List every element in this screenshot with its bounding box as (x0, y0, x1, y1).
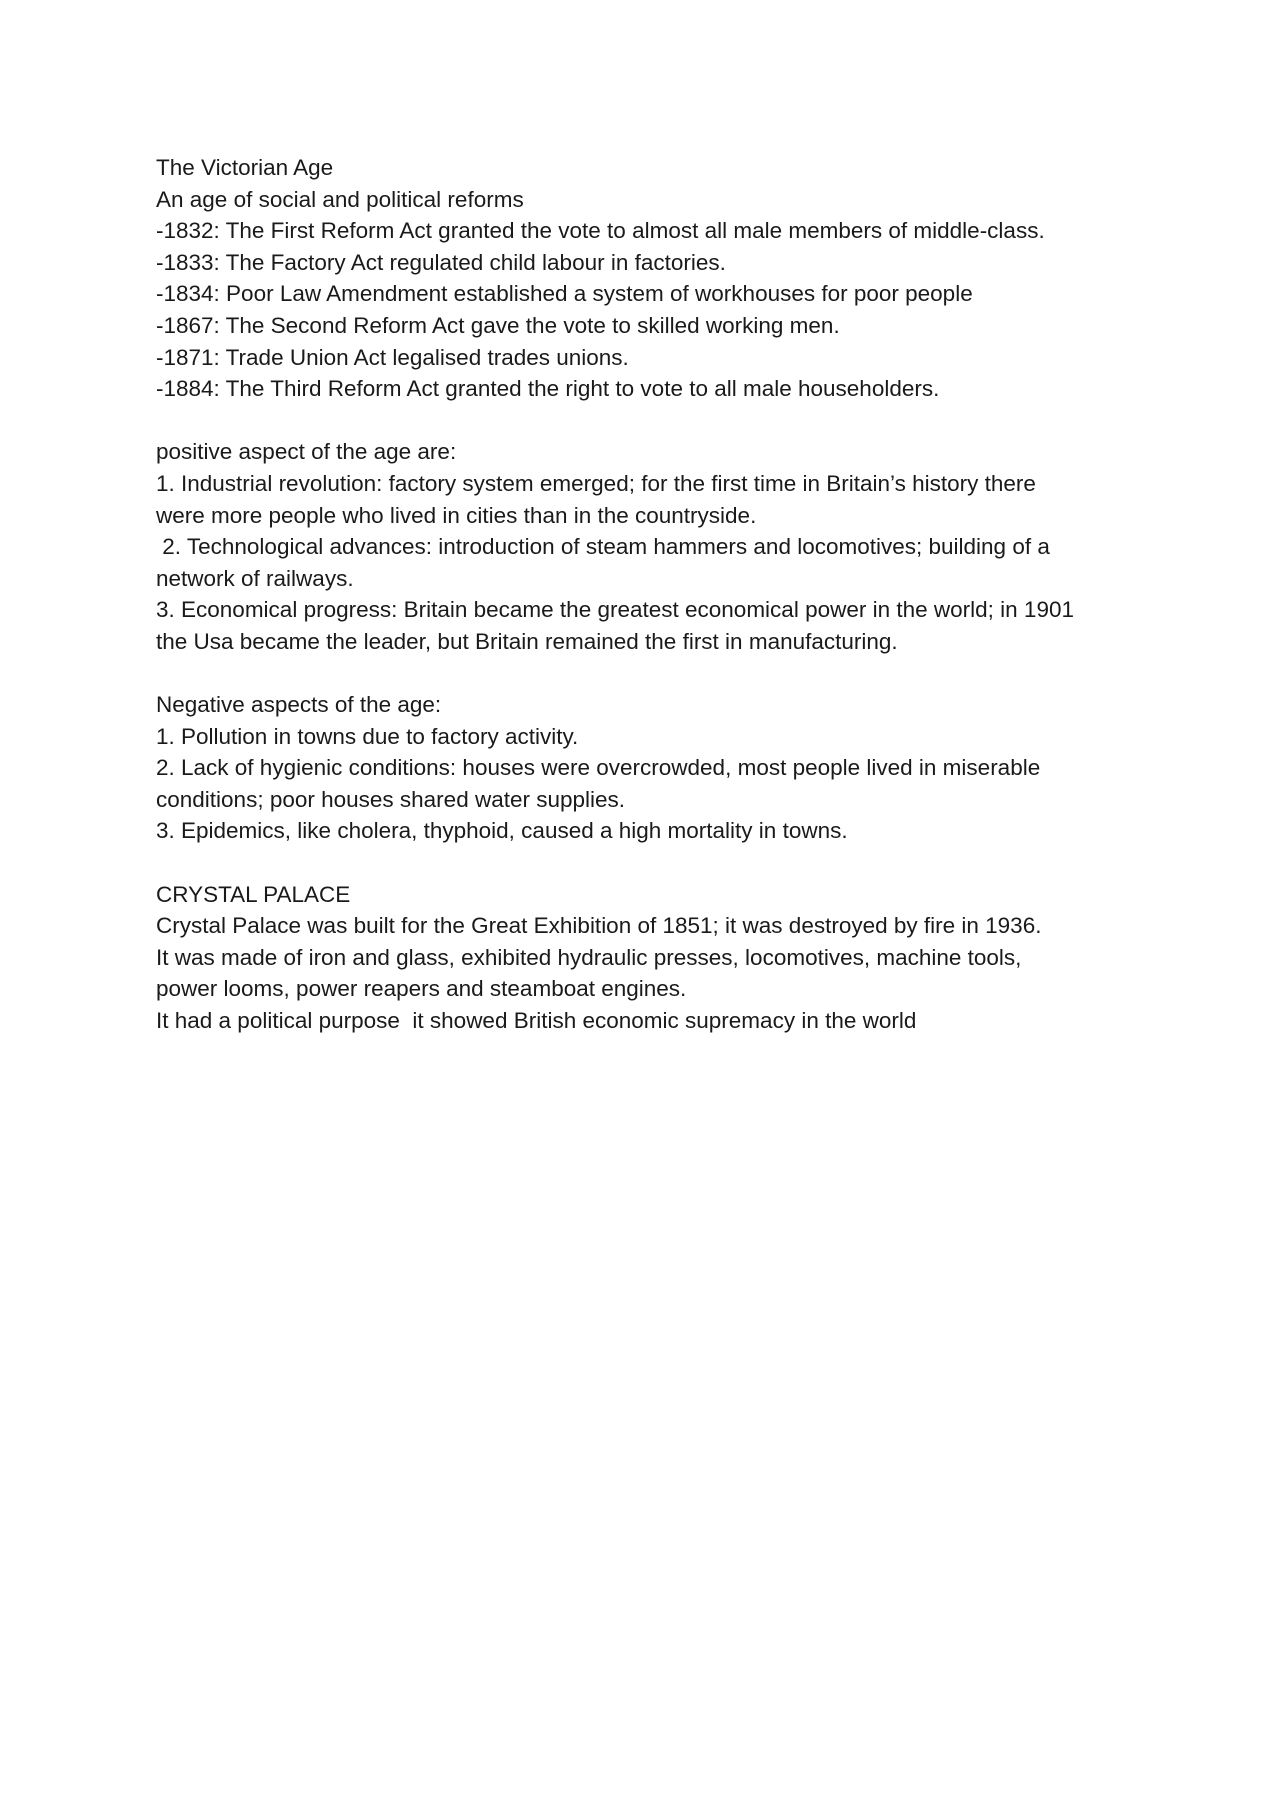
crystal-palace-line: It had a political purpose it showed British economic supremacy in the world (156, 1008, 917, 1034)
positive-aspect-line: 3. Economical progress: Britain became the greatest economical power in the world; in 1901 (156, 597, 1074, 623)
paragraph-spacer (156, 847, 1156, 879)
crystal-palace-line: power looms, power reapers and steamboat engines. (156, 976, 687, 1002)
positive-aspects-section (156, 436, 1156, 657)
positive-aspect-line: the Usa became the leader, but Britain remained the first in manufacturing. (156, 628, 898, 654)
intro-section (156, 152, 1156, 405)
positive-aspects-heading: positive aspect of the age are: (156, 439, 457, 465)
negative-aspects-heading: Negative aspects of the age: (156, 692, 442, 718)
negative-aspect-line: 3. Epidemics, like cholera, thyphoid, caused a high mortality in towns. (156, 818, 848, 844)
reform-item-1871: -1871: Trade Union Act legalised trades unions. (156, 344, 629, 370)
crystal-palace-heading: CRYSTAL PALACE (156, 881, 351, 907)
reform-item-1884: -1884: The Third Reform Act granted the right to vote to all male householders. (156, 376, 940, 402)
paragraph-spacer (156, 658, 1156, 690)
document-subtitle: An age of social and political reforms (156, 186, 524, 212)
crystal-palace-section (156, 879, 1156, 1037)
negative-aspect-line: conditions; poor houses shared water supplies. (156, 786, 626, 812)
positive-aspect-line: network of railways. (156, 565, 354, 591)
positive-aspect-line: 1. Industrial revolution: factory system emerged; for the first time in Britain’s history there (156, 470, 1036, 496)
positive-aspect-line: were more people who lived in cities than in the countryside. (156, 502, 757, 528)
reform-item-1832: -1832: The First Reform Act granted the vote to almost all male members of middle-class. (156, 218, 1045, 244)
reform-item-1867: -1867: The Second Reform Act gave the vote to skilled working men. (156, 312, 840, 338)
negative-aspect-line: 2. Lack of hygienic conditions: houses were overcrowded, most people lived in miserable (156, 755, 1041, 781)
positive-aspect-line: 2. Technological advances: introduction of steam hammers and locomotives; building of a (156, 534, 1050, 560)
crystal-palace-line: Crystal Palace was built for the Great Exhibition of 1851; it was destroyed by fire in 1936. (156, 913, 1042, 939)
negative-aspects-section (156, 689, 1156, 847)
document-title: The Victorian Age (156, 155, 334, 180)
crystal-palace-line: It was made of iron and glass, exhibited hydraulic presses, locomotives, machine tools, (156, 944, 1022, 970)
reform-item-1834: -1834: Poor Law Amendment established a system of workhouses for poor people (156, 281, 973, 307)
negative-aspect-line: 1. Pollution in towns due to factory activity. (156, 723, 579, 749)
paragraph-spacer (156, 405, 1156, 437)
document-page (156, 152, 1156, 1037)
reform-item-1833: -1833: The Factory Act regulated child labour in factories. (156, 249, 726, 275)
